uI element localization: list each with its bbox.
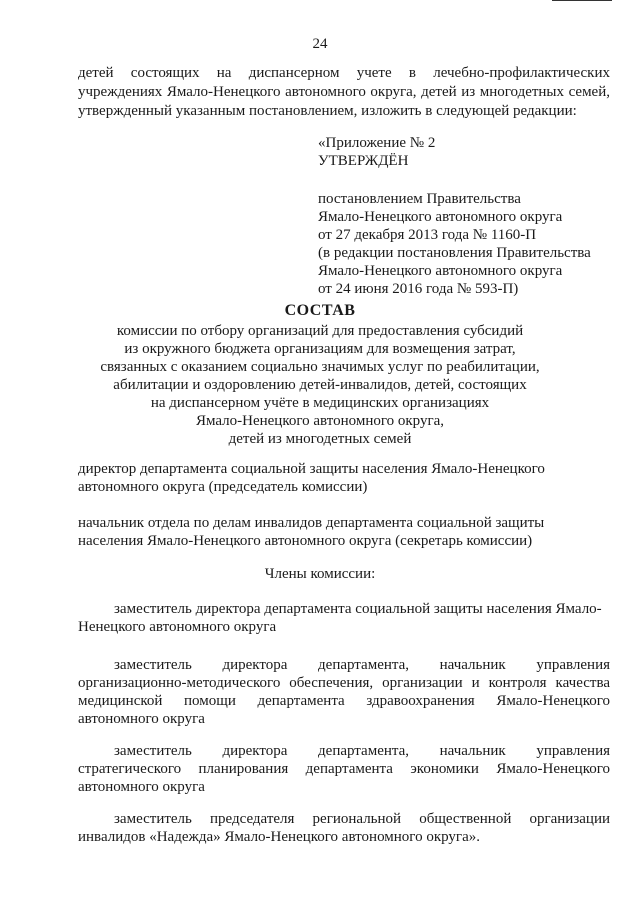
subtitle-line: детей из многодетных семей [228,431,412,447]
member-line: заместитель директора департамента социальной защиты населения Ямало- [114,601,602,617]
member-line: стратегического планирования департамента экономики Ямало-Ненецкого [78,761,610,777]
approved-label: УТВЕРЖДЁН [318,153,409,169]
member-line: инвалидов «Надежда» Ямало-Ненецкого автономного округа». [78,829,480,845]
subtitle-line: комиссии по отбору организаций для предоставления субсидий [116,323,524,339]
approval-block [318,134,618,298]
member-line: медицинской помощи департамента здравоохранения Ямало-Ненецкого [78,693,610,709]
subtitle-line: абилитации и оздоровлению детей-инвалидов, детей, состоящих [113,377,527,393]
member-line: заместитель директора департамента, начальник управления [114,743,610,759]
member-entry [78,810,610,846]
intro-line: учреждениях Ямало-Ненецкого автономного округа, детей из многодетных семей, [78,84,610,100]
secretary-entry [78,514,610,550]
appendix-label: «Приложение № 2 [318,135,436,151]
member-entry [78,742,610,796]
document-title: СОСТАВ [284,302,356,319]
page-number: 24 [312,36,328,52]
member-line: заместитель директора департамента, начальник управления [114,657,610,673]
member-line: автономного округа [78,711,205,727]
intro-line: детей состоящих на диспансерном учете в лечебно-профилактических [78,65,610,81]
scan-corner-mark [552,0,612,5]
approval-line: постановлением Правительства [318,191,521,207]
member-line: организационно-методического обеспечения, организации и контроля качества [78,675,610,691]
subtitle-line: Ямало-Ненецкого автономного округа, [195,413,445,429]
intro-line: утвержденный указанным постановлением, изложить в следующей редакции: [78,103,577,119]
chairman-line: директор департамента социальной защиты населения Ямало-Ненецкого [78,461,545,477]
subtitle-line: связанных с оказанием социально значимых услуг по реабилитации, [100,359,540,375]
approval-line: от 27 декабря 2013 года № 1160-П [318,227,537,243]
member-entry [78,600,610,636]
secretary-line: начальник отдела по делам инвалидов департамента социальной защиты [78,515,545,531]
member-entry [78,656,610,728]
approval-line: от 24 июня 2016 года № 593-П) [318,281,519,297]
subtitle-line: на диспансерном учёте в медицинских организациях [150,395,490,411]
chairman-entry [78,460,610,496]
approval-line: (в редакции постановления Правительства [318,245,591,261]
secretary-line: населения Ямало-Ненецкого автономного округа (секретарь комиссии) [78,533,533,549]
document-subtitle [90,322,550,448]
member-line: Ненецкого автономного округа [78,619,277,635]
subtitle-line: из окружного бюджета организациям для возмещения затрат, [124,341,516,357]
member-line: заместитель председателя региональной общественной организации [114,811,610,827]
chairman-line: автономного округа (председатель комиссии) [78,479,368,495]
member-line: автономного округа [78,779,205,795]
members-heading: Члены комиссии: [264,566,376,582]
approval-line: Ямало-Ненецкого автономного округа [318,209,563,225]
intro-paragraph [78,64,610,121]
approval-line: Ямало-Ненецкого автономного округа [318,263,563,279]
